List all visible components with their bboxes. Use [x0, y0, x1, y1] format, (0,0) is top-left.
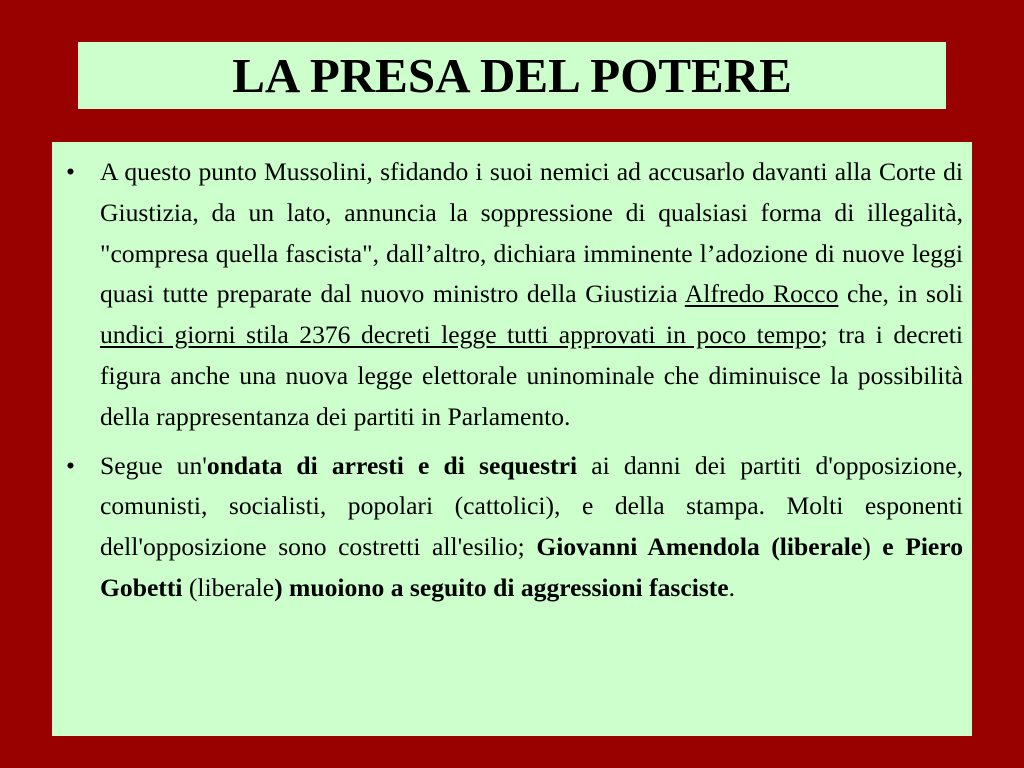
bullet-1-segment-2: Alfredo Rocco: [684, 279, 839, 309]
bullet-2-segment-8: ) muoiono a seguito di aggressioni fasciste: [274, 572, 729, 602]
bullet-2-segment-6: e Piero Gobetti: [100, 532, 963, 602]
title-panel: [78, 42, 946, 109]
bullet-2-segment-9: .: [728, 572, 736, 602]
bullet-2-segment-4: Giovanni Amendola (liberale: [536, 532, 863, 562]
bullet-marker: •: [66, 450, 75, 480]
bullet-1-segment-5: ; tra i decreti figura anche una nuova legge elettorale uninominale che diminuisce la possibilità della rappresentanza dei partiti in Parlamento.: [100, 320, 964, 431]
bullet-2-segment-1: Segue un': [100, 450, 207, 480]
bullet-2-segment-3: ai danni dei partiti d'opposizione, comunisti, socialisti, popolari (cattolici), e della stampa. Molti esponenti dell'opposizione sono costretti all'esilio;: [100, 450, 963, 562]
bullet-item-2: [66, 446, 963, 609]
bullet-item-1: [66, 152, 963, 438]
bullet-2-segment-2: ondata di arresti e di sequestri: [206, 450, 578, 480]
bullet-1-segment-4: undici giorni stila 2376 decreti legge tutti approvati in poco tempo: [100, 320, 821, 350]
bullet-2-segment-7: (liberale: [182, 572, 275, 602]
bullet-1-segment-3: che, in soli: [838, 279, 963, 309]
bullet-2-segment-5: ): [862, 532, 871, 562]
bullet-1-segment-1: A questo punto Mussolini, sfidando i suoi nemici ad accusarlo davanti alla Corte di Giustizia, da un lato, annuncia la soppressione di qualsiasi forma di illegalità, "compresa quella fascista", dall’altro, dichiara imminente l’adozione di nuove leggi quasi tutte preparate dal nuovo ministro della Giustizia: [100, 157, 963, 309]
content-panel: [52, 142, 972, 736]
slide-title: LA PRESA DEL POTERE: [232, 48, 792, 103]
bullet-marker: •: [66, 157, 75, 186]
